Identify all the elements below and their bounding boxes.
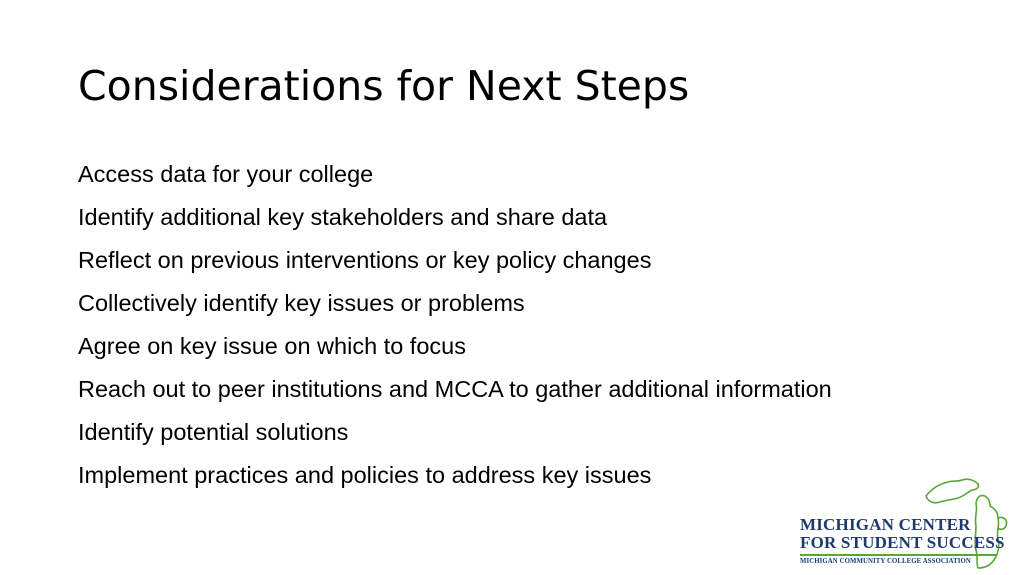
list-item: Agree on key issue on which to focus xyxy=(78,333,466,359)
list-item: Collectively identify key issues or problems xyxy=(78,290,525,316)
logo-divider xyxy=(800,554,996,556)
list-item: Access data for your college xyxy=(78,161,374,187)
logo-title-line1: MICHIGAN CENTER xyxy=(800,515,971,534)
next-steps-list xyxy=(78,153,832,497)
list-item: Reach out to peer institutions and MCCA to gather additional information xyxy=(78,376,832,402)
list-item: Reflect on previous interventions or key policy changes xyxy=(78,247,652,273)
list-item: Implement practices and policies to address key issues xyxy=(78,462,652,488)
list-item: Identify potential solutions xyxy=(78,419,349,445)
mcss-logo xyxy=(798,470,1018,572)
slide-title: Considerations for Next Steps xyxy=(78,62,690,110)
logo-title-line2: FOR STUDENT SUCCESS xyxy=(800,533,1005,552)
logo-subtitle: MICHIGAN COMMUNITY COLLEGE ASSOCIATION xyxy=(800,558,971,565)
list-item: Identify additional key stakeholders and share data xyxy=(78,204,608,230)
